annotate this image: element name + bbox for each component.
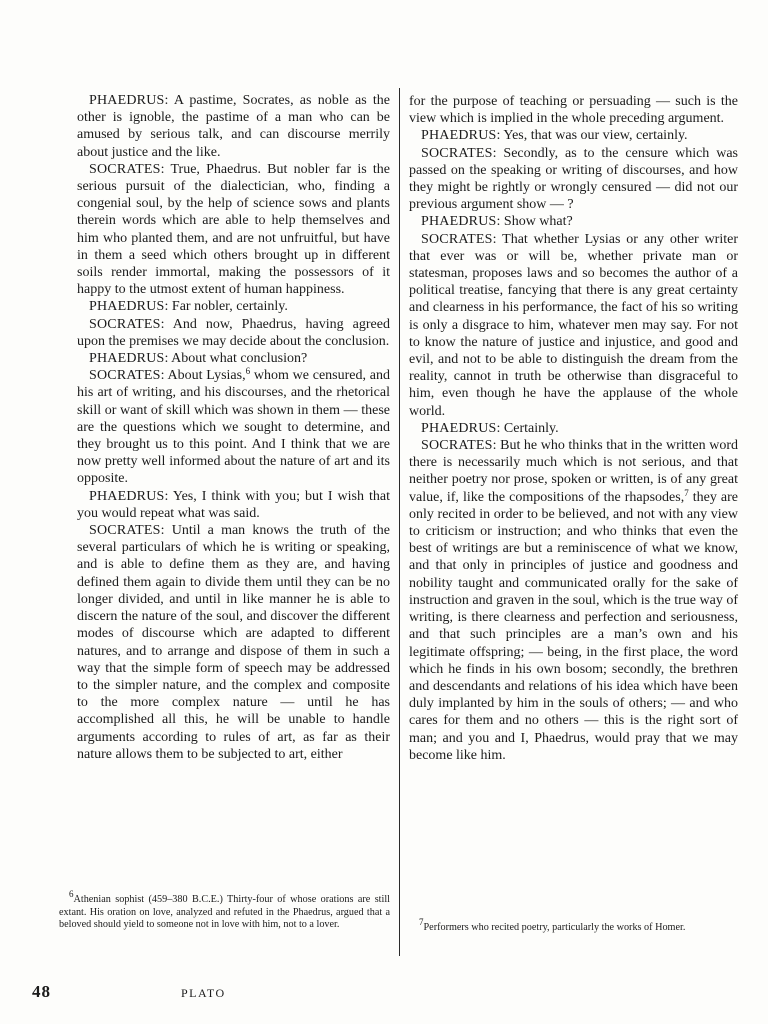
speaker-name: SOCRATES: [89, 368, 161, 384]
paragraph: [409, 231, 738, 420]
speaker-name: SOCRATES: [421, 438, 493, 454]
speech-text: : Yes, I think with you; but I wish that you would repeat what was said.: [77, 488, 390, 521]
footnote-text: Athenian sophist (459–380 B.C.E.) Thirty-four of whose orations are still extant. His oration on love, analyzed and refuted in the Phaedrus, argued that a beloved should yield to someone not in love with him, not to a lover.: [59, 894, 390, 931]
speaker-name: PHAEDRUS: [421, 420, 497, 436]
speech-text: : A pastime, Socrates, as noble as the other is ignoble, the pastime of a man who can be amused by serious talk, and can discourse merrily about justice and the like.: [77, 93, 390, 160]
speaker-name: SOCRATES: [421, 145, 493, 161]
footnote-6: [59, 889, 390, 932]
footnote-marker: 6: [69, 889, 74, 899]
footnote-text: Performers who recited poetry, particularly the works of Homer.: [423, 922, 686, 933]
footnote-marker: 7: [419, 917, 424, 927]
speech-text: whom we censured, and his art of writing, and his discourses, and the rhetorical skill or want of skill which was shown in them — these are the questions which we sought to determine, and they brought us to this point. And I think that we are now pretty well informed about the nature of art and its opposite.: [77, 368, 390, 487]
speaker-name: PHAEDRUS: [89, 93, 165, 108]
paragraph: [77, 298, 390, 315]
speech-text: : About what conclusion?: [164, 351, 308, 367]
speaker-name: SOCRATES: [89, 316, 161, 332]
speaker-name: PHAEDRUS: [89, 488, 165, 504]
speech-text: : And now, Phaedrus, having agreed upon the premises we may decide about the conclusion.: [77, 316, 390, 349]
speech-text: : Certainly.: [496, 420, 559, 436]
paragraph: [77, 488, 390, 522]
speech-text: they are only recited in order to be believed, and not with any view to criticism or instruction; and who thinks that even the best of writings are but a reminiscence of what we know, and that only in principles of justice and goodness and nobility taught and communicated orally for the sake of instruction and graven in the soul, which is the true way of writing, is there clearness and perfection and seriousness, and that such principles are a man’s own and his legitimate offspring; — being, in the first place, the word which he finds in his own bosom; secondly, the brethren and descendants and relations of his idea which have been duly implanted by him in the souls of others; — and who cares for them and no others — this is the right sort of man; and you and I, Phaedrus, would pray that we may become like him.: [409, 489, 738, 763]
paragraph: [409, 437, 738, 764]
column-divider: [399, 88, 400, 956]
page-number: 48: [32, 982, 51, 1001]
paragraph: [77, 161, 390, 299]
paragraph: [77, 316, 390, 350]
footnote-7: [409, 917, 738, 935]
left-text-column: [77, 92, 390, 763]
speaker-name: PHAEDRUS: [421, 214, 497, 230]
speaker-name: PHAEDRUS: [89, 351, 165, 367]
speaker-name: SOCRATES: [421, 231, 493, 247]
paragraph: [409, 145, 738, 214]
paragraph: [77, 350, 390, 367]
speech-text: : But he who thinks that in the written word there is necessarily much which is not serious, and that neither poetry nor prose, spoken or written, is of any great value, if, like the compositions of the rhapsodes,: [409, 438, 738, 505]
paragraph: [409, 213, 738, 230]
speech-text: : That whether Lysias or any other writer that ever was or will be, whether private man or statesman, proposes laws and so becomes the author of a political treatise, fancying that there is any great certainty and clearness in his performance, the fact of his so writing is only a disgrace to him, whatever men may say. For not to know the nature of justice and injustice, and good and evil, and not to be able to distinguish the dream from the reality, cannot in truth be otherwise than disgraceful to him, even though he have the applause of the whole world.: [409, 231, 738, 419]
footnote-reference: 7: [684, 487, 689, 498]
speaker-name: SOCRATES: [89, 161, 161, 177]
paragraph: [77, 367, 390, 487]
footnote-paragraph: [409, 917, 738, 935]
speech-text: : True, Phaedrus. But nobler far is the serious pursuit of the dialectician, who, finding a congenial soul, by the help of science sows and plants therein words which are able to help themselves and him who planted them, and are not unfruitful, but have in them a seed which others brought up in different soils render immortal, making the possessors of it happy to the utmost extent of human happiness.: [77, 161, 390, 298]
paragraph: [77, 92, 390, 161]
speaker-name: SOCRATES: [89, 523, 161, 539]
footnote-reference: 6: [245, 366, 251, 377]
speech-text: : About Lysias,: [160, 368, 246, 384]
speech-text: : Show what?: [496, 214, 573, 230]
paragraph-continuation: for the purpose of teaching or persuading — such is the view which is implied in the whole preceding argument.: [409, 94, 738, 127]
paragraph: [77, 522, 390, 763]
running-head: PLATO: [181, 986, 226, 1000]
paragraph: [409, 127, 738, 144]
speech-text: : Secondly, as to the censure which was passed on the speaking or writing of discourses, and how they might be rightly or wrongly censured — did not our previous argument show — ?: [409, 145, 738, 213]
speech-text: : Until a man knows the truth of the several particulars of which he is writing or speaking, and is able to define them as they are, and having defined them again to divide them until they can be no longer divided, and until in like manner he is able to discern the nature of the soul, and discover the different modes of discourse which are adapted to different natures, and to arrange and dispose of them in such a way that the simple form of speech may be addressed to the simpler nature, and the complex and composite to the more complex nature — until he has accomplished all this, he will be unable to handle arguments according to rules of art, as far as their nature allows them to be subjected to art, either: [77, 523, 390, 762]
speaker-name: PHAEDRUS: [89, 299, 165, 315]
speaker-name: PHAEDRUS: [421, 128, 497, 144]
right-text-column: [409, 93, 738, 764]
footnote-paragraph: [59, 889, 390, 932]
paragraph: [409, 420, 738, 437]
speech-text: : Far nobler, certainly.: [164, 299, 288, 315]
speech-text: : Yes, that was our view, certainly.: [496, 128, 688, 144]
